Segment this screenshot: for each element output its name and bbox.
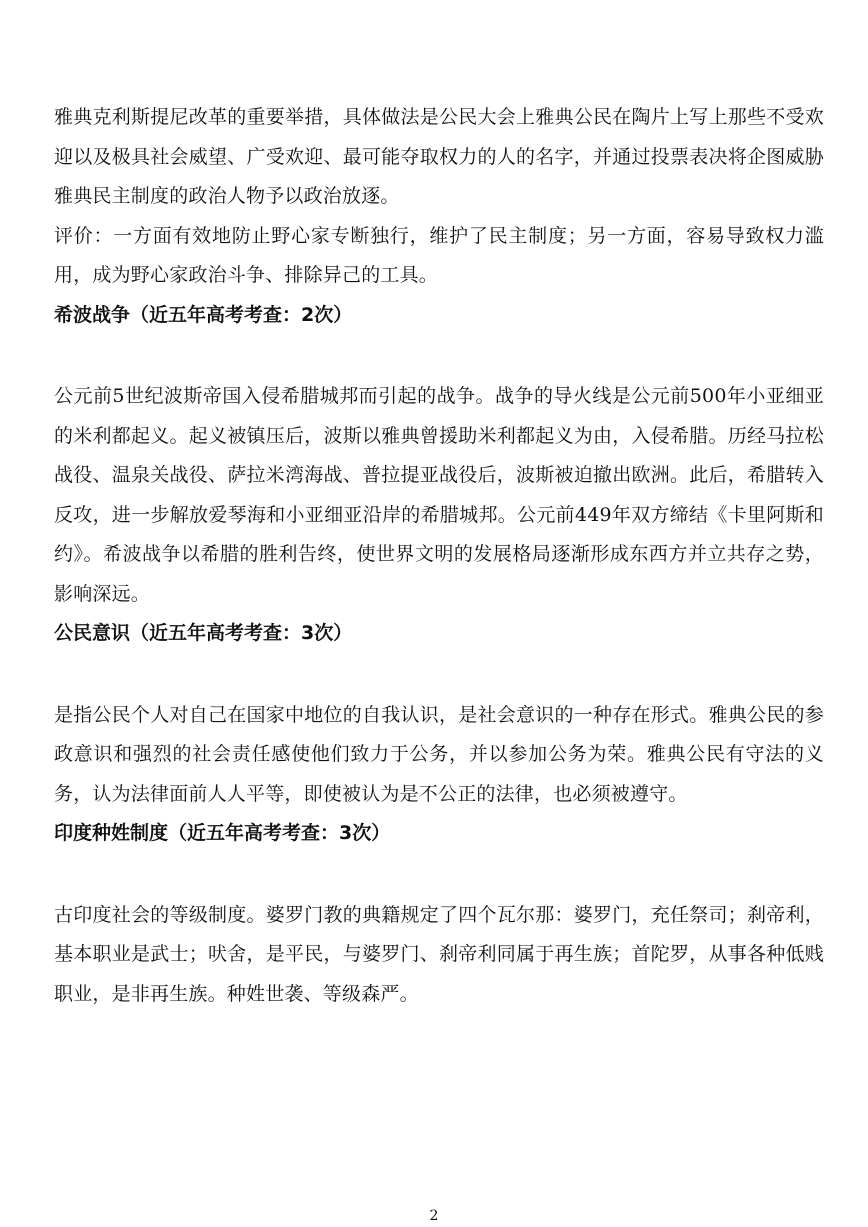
paragraph-ostracism-evaluation: 评价：一方面有效地防止野心家专断独行，维护了民主制度；另一方面，容易导致权力滥用，成为野心家政治斗争、排除异己的工具。 [54, 224, 824, 286]
spacer [54, 654, 824, 696]
document-body [54, 98, 824, 1014]
heading-civic-awareness: 公民意识（近五年高考考查：3次） [54, 622, 353, 644]
paragraph-greco-persian-wars: 公元前5世纪波斯帝国入侵希腊城邦而引起的战争。战争的导火线是公元前500年小亚细亚的米利都起义。起义被镇压后，波斯以雅典曾援助米利都起义为由，入侵希腊。历经马拉松战役、温泉关战役、萨拉米湾海战、普拉提亚战役后，波斯被迫撤出欧洲。此后，希腊转入反攻，进一步解放爱琴海和小亚细亚沿岸的希腊城邦。公元前449年双方缔结《卡里阿斯和约》。希波战争以希腊的胜利告终，使世界文明的发展格局逐渐形成东西方并立共存之势，影响深远。 [54, 385, 824, 605]
paragraph-civic-awareness: 是指公民个人对自己在国家中地位的自我认识，是社会意识的一种存在形式。雅典公民的参政意识和强烈的社会责任感使他们致力于公务，并以参加公务为荣。雅典公民有守法的义务，认为法律面前人人平等，即使被认为是不公正的法律，也必须被遵守。 [54, 703, 824, 805]
paragraph-caste-system: 古印度社会的等级制度。婆罗门教的典籍规定了四个瓦尔那：婆罗门，充任祭司；刹帝利，基本职业是武士；吠舍，是平民，与婆罗门、刹帝利同属于再生族；首陀罗，从事各种低贱职业，是非再生族。种姓世袭、等级森严。 [54, 903, 824, 1005]
spacer [54, 854, 824, 896]
spacer [54, 335, 824, 377]
page-number: 2 [429, 1208, 439, 1224]
paragraph-ostracism: 雅典克利斯提尼改革的重要举措，具体做法是公民大会上雅典公民在陶片上写上那些不受欢迎以及极具社会威望、广受欢迎、最可能夺取权力的人的名字，并通过投票表决将企图威胁雅典民主制度的政治人物予以政治放逐。 [54, 106, 824, 207]
heading-caste-system: 印度种姓制度（近五年高考考查：3次） [54, 822, 391, 844]
heading-greco-persian-wars: 希波战争（近五年高考考查：2次） [54, 303, 353, 326]
